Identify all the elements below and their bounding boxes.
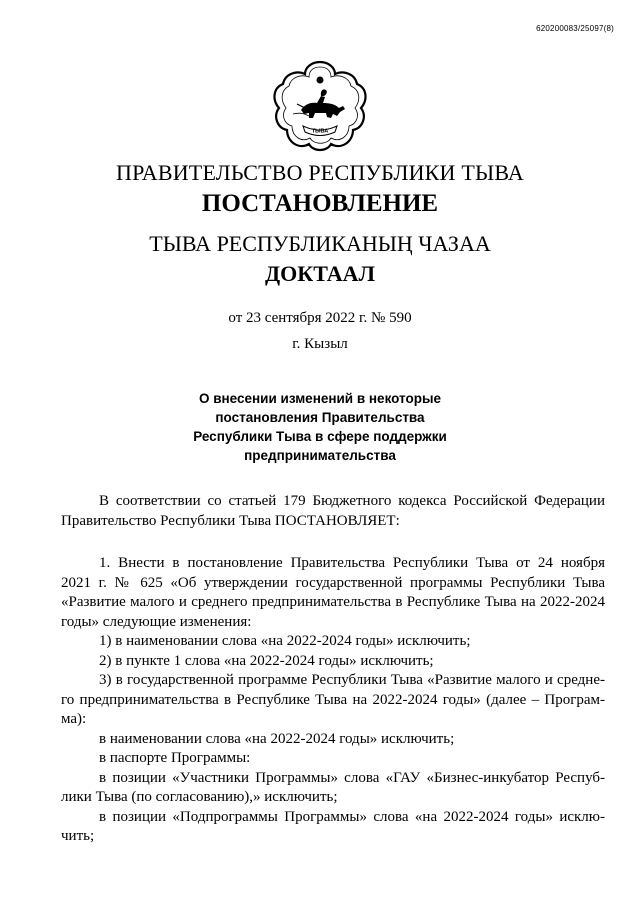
body-line: 1. Внести в постановление Правительства Республики Тыва от 24 ноября [99, 555, 605, 571]
decree-subject [170, 389, 470, 465]
body-line: в паспорте Программы: [99, 750, 251, 766]
subject-line: предпринимательства [244, 448, 396, 463]
body-line: 1) в наименовании слова «на 2022-2024 годы» исключить; [99, 633, 471, 649]
decree-date-number: от 23 сентября 2022 г. № 590 [228, 310, 412, 326]
body-line: 2021 г. № 625 «Об утверждении государственной программы Республики Тыва [61, 574, 605, 591]
decree-title-ru: ПОСТАНОВЛЕНИЕ [201, 190, 439, 217]
document-number: 620200083/25097(8) [536, 24, 614, 33]
intro-line: Правительство Республики Тыва ПОСТАНОВЛЯЕТ: [61, 512, 400, 529]
government-title-tyv: ТЫВА РЕСПУБЛИКАНЫҢ ЧАЗАА [149, 231, 491, 256]
body-line: годы» следующие изменения: [61, 613, 252, 630]
subject-line: О внесении изменений в некоторые [198, 391, 442, 406]
decree-city: г. Кызыл [292, 336, 348, 352]
body-line: лики Тыва (по согласованию),» исключить; [61, 789, 338, 805]
body-line: в позиции «Участники Программы» слова «ГАУ «Бизнес-инкубатор Респуб- [99, 769, 605, 786]
body-line: «Развитие малого и среднего предпринимательства в Республике Тыва на 2022-2024 [61, 594, 605, 610]
decree-body [61, 554, 605, 847]
body-line: в позиции «Подпрограммы Программы» слова «на 2022-2024 годы» исклю- [99, 808, 605, 825]
government-title-ru: ПРАВИТЕЛЬСТВО РЕСПУБЛИКИ ТЫВА [116, 160, 524, 185]
body-line: 2) в пункте 1 слова «на 2022-2024 годы» исключить; [99, 652, 434, 669]
subject-line: Республики Тыва в сфере поддержки [193, 429, 447, 444]
body-line: 3) в государственной программе Республики Тыва «Развитие малого и средне- [99, 672, 605, 688]
coat-of-arms-emblem [271, 58, 369, 154]
intro-paragraph [61, 492, 605, 531]
emblem-label: ТЫВА [311, 128, 329, 135]
body-line: в наименовании слова «на 2022-2024 годы» исключить; [99, 730, 455, 747]
subject-line: постановления Правительства [215, 410, 425, 425]
body-line: ма): [61, 711, 87, 727]
body-line: чить; [61, 828, 95, 844]
coat-of-arms-icon [271, 58, 369, 154]
body-line: го предпринимательства в Республике Тыва на 2022-2024 годы» (далее – Програм- [61, 691, 605, 708]
decree-title-tyv: ДОКТААЛ [265, 261, 375, 286]
intro-line: В соответствии со статьей 179 Бюджетного кодекса Российской Федерации [99, 493, 605, 509]
